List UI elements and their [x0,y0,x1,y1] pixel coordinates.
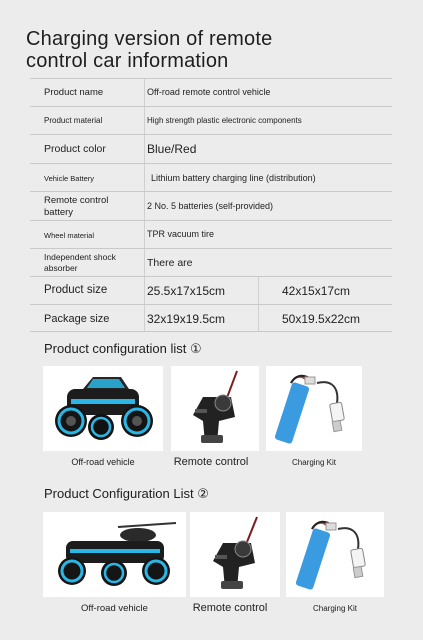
spec-value: TPR vacuum tire [147,229,215,239]
spec-row-product-size [30,276,392,304]
remote-control-image-2 [190,512,280,597]
battery-icon [290,515,380,595]
title-line-1: Charging version of remote [26,28,273,50]
spec-value-2: 50x19.5x22cm [282,312,361,326]
spec-label: Product material [44,116,103,125]
spec-table [30,78,392,332]
spec-value: 32x19x19.5cm [147,312,226,326]
caption-remote-control-1: Remote control [173,456,249,468]
page-title [26,28,406,72]
spec-value: Lithium battery charging line (distribution) [151,173,316,183]
config-list-2-title: Product Configuration List ② [44,486,209,501]
spec-value: Off-road remote control vehicle [147,87,271,97]
spec-row-remote-battery [30,191,392,220]
caption-charging-kit-1: Charging Kit [291,458,337,467]
offroad-vehicle-image-1 [43,366,163,451]
remote-control-icon [195,515,275,595]
remote-control-image-1 [171,366,259,451]
spec-value: There are [147,257,193,269]
spec-label: Vehicle Battery [44,174,95,183]
offroad-vehicle-image-2 [43,512,186,597]
spec-value: 25.5x17x15cm [147,284,226,298]
car-icon [45,369,161,449]
spec-value: 2 No. 5 batteries (self-provided) [147,201,274,211]
charging-kit-image-1 [266,366,362,451]
spec-label: Remote control battery [44,195,109,218]
spec-row-product-name [30,78,392,106]
spec-label: Independent shock absorber [44,252,116,273]
charging-kit-image-2 [286,512,384,597]
spec-row-vehicle-battery [30,163,392,191]
remote-control-icon [175,369,255,449]
spec-row-product-material [30,106,392,134]
spec-row-wheel-material [30,220,392,248]
caption-offroad-vehicle-1: Off-road vehicle [71,457,135,467]
spec-label: Package size [44,313,110,325]
spec-label: Product size [44,284,108,296]
caption-remote-control-2: Remote control [192,602,268,614]
spec-row-product-color [30,134,392,163]
spec-value: Blue/Red [147,142,197,156]
caption-offroad-vehicle-2: Off-road vehicle [81,603,148,614]
title-line-2: control car information [26,50,229,72]
spec-row-shock-absorber [30,248,392,276]
config-list-1-title: Product configuration list ① [44,341,202,356]
caption-charging-kit-2: Charging Kit [312,604,358,613]
spec-row-package-size [30,304,392,332]
car-icon [46,515,184,595]
spec-label: Wheel material [44,231,95,240]
battery-icon [269,369,359,449]
spec-value: High strength plastic electronic components [147,116,302,125]
spec-label: Product name [44,87,104,98]
spec-label: Product color [44,143,106,155]
spec-value-2: 42x15x17cm [282,284,351,298]
